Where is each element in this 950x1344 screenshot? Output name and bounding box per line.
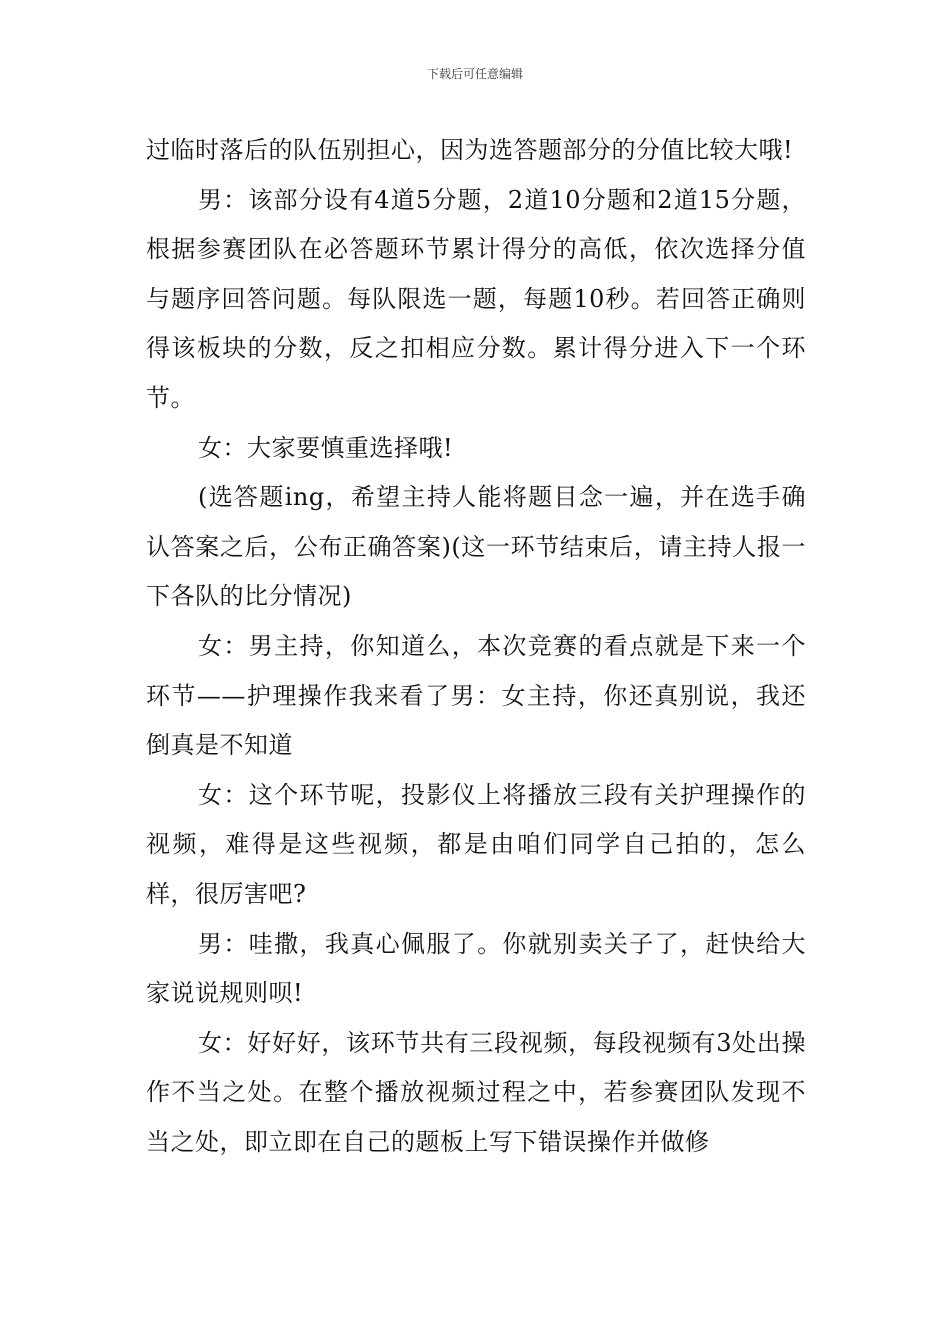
paragraph-female-host-caution: 女：大家要慎重选择哦! <box>198 433 454 462</box>
page-header-note: 下载后可任意编辑 <box>426 67 523 81</box>
paragraph-female-host-highlight: 女：男主持，你知道么，本次竞赛的看点就是下来一个环节——护理操作我来看了男：女主持，你还真别说，我还倒真是不知道 <box>146 631 806 760</box>
paragraph-female-host-explanation: 女：好好好，该环节共有三段视频，每段视频有3处出操作不当之处。在整个播放视频过程之中，若参赛团队发现不当之处，即立即在自己的题板上写下错误操作并做修 <box>146 1028 806 1156</box>
document-body <box>146 126 806 1167</box>
paragraph-stage-direction: (选答题ing，希望主持人能将题目念一遍，并在选手确认答案之后，公布正确答案)(这一环节结束后，请主持人报一下各队的比分情况) <box>146 483 806 611</box>
paragraph-male-host-rules: 男：该部分设有4道5分题，2道10分题和2道15分题，根据参赛团队在必答题环节累计得分的高低，依次选择分值与题序回答问题。每队限选一题，每题10秒。若回答正确则得该板块的分数，反之扣相应分数。累计得分进入下一个环节。 <box>146 185 806 412</box>
paragraph-continuation: 过临时落后的队伍别担心，因为选答题部分的分值比较大哦! <box>146 136 794 164</box>
paragraph-female-host-videos: 女：这个环节呢，投影仪上将播放三段有关护理操作的视频，难得是这些视频，都是由咱们同学自己拍的，怎么样，很厉害吧? <box>146 780 806 908</box>
paragraph-male-host-reply: 男：哇撒，我真心佩服了。你就别卖关子了，赶快给大家说说规则呗! <box>146 929 806 1008</box>
